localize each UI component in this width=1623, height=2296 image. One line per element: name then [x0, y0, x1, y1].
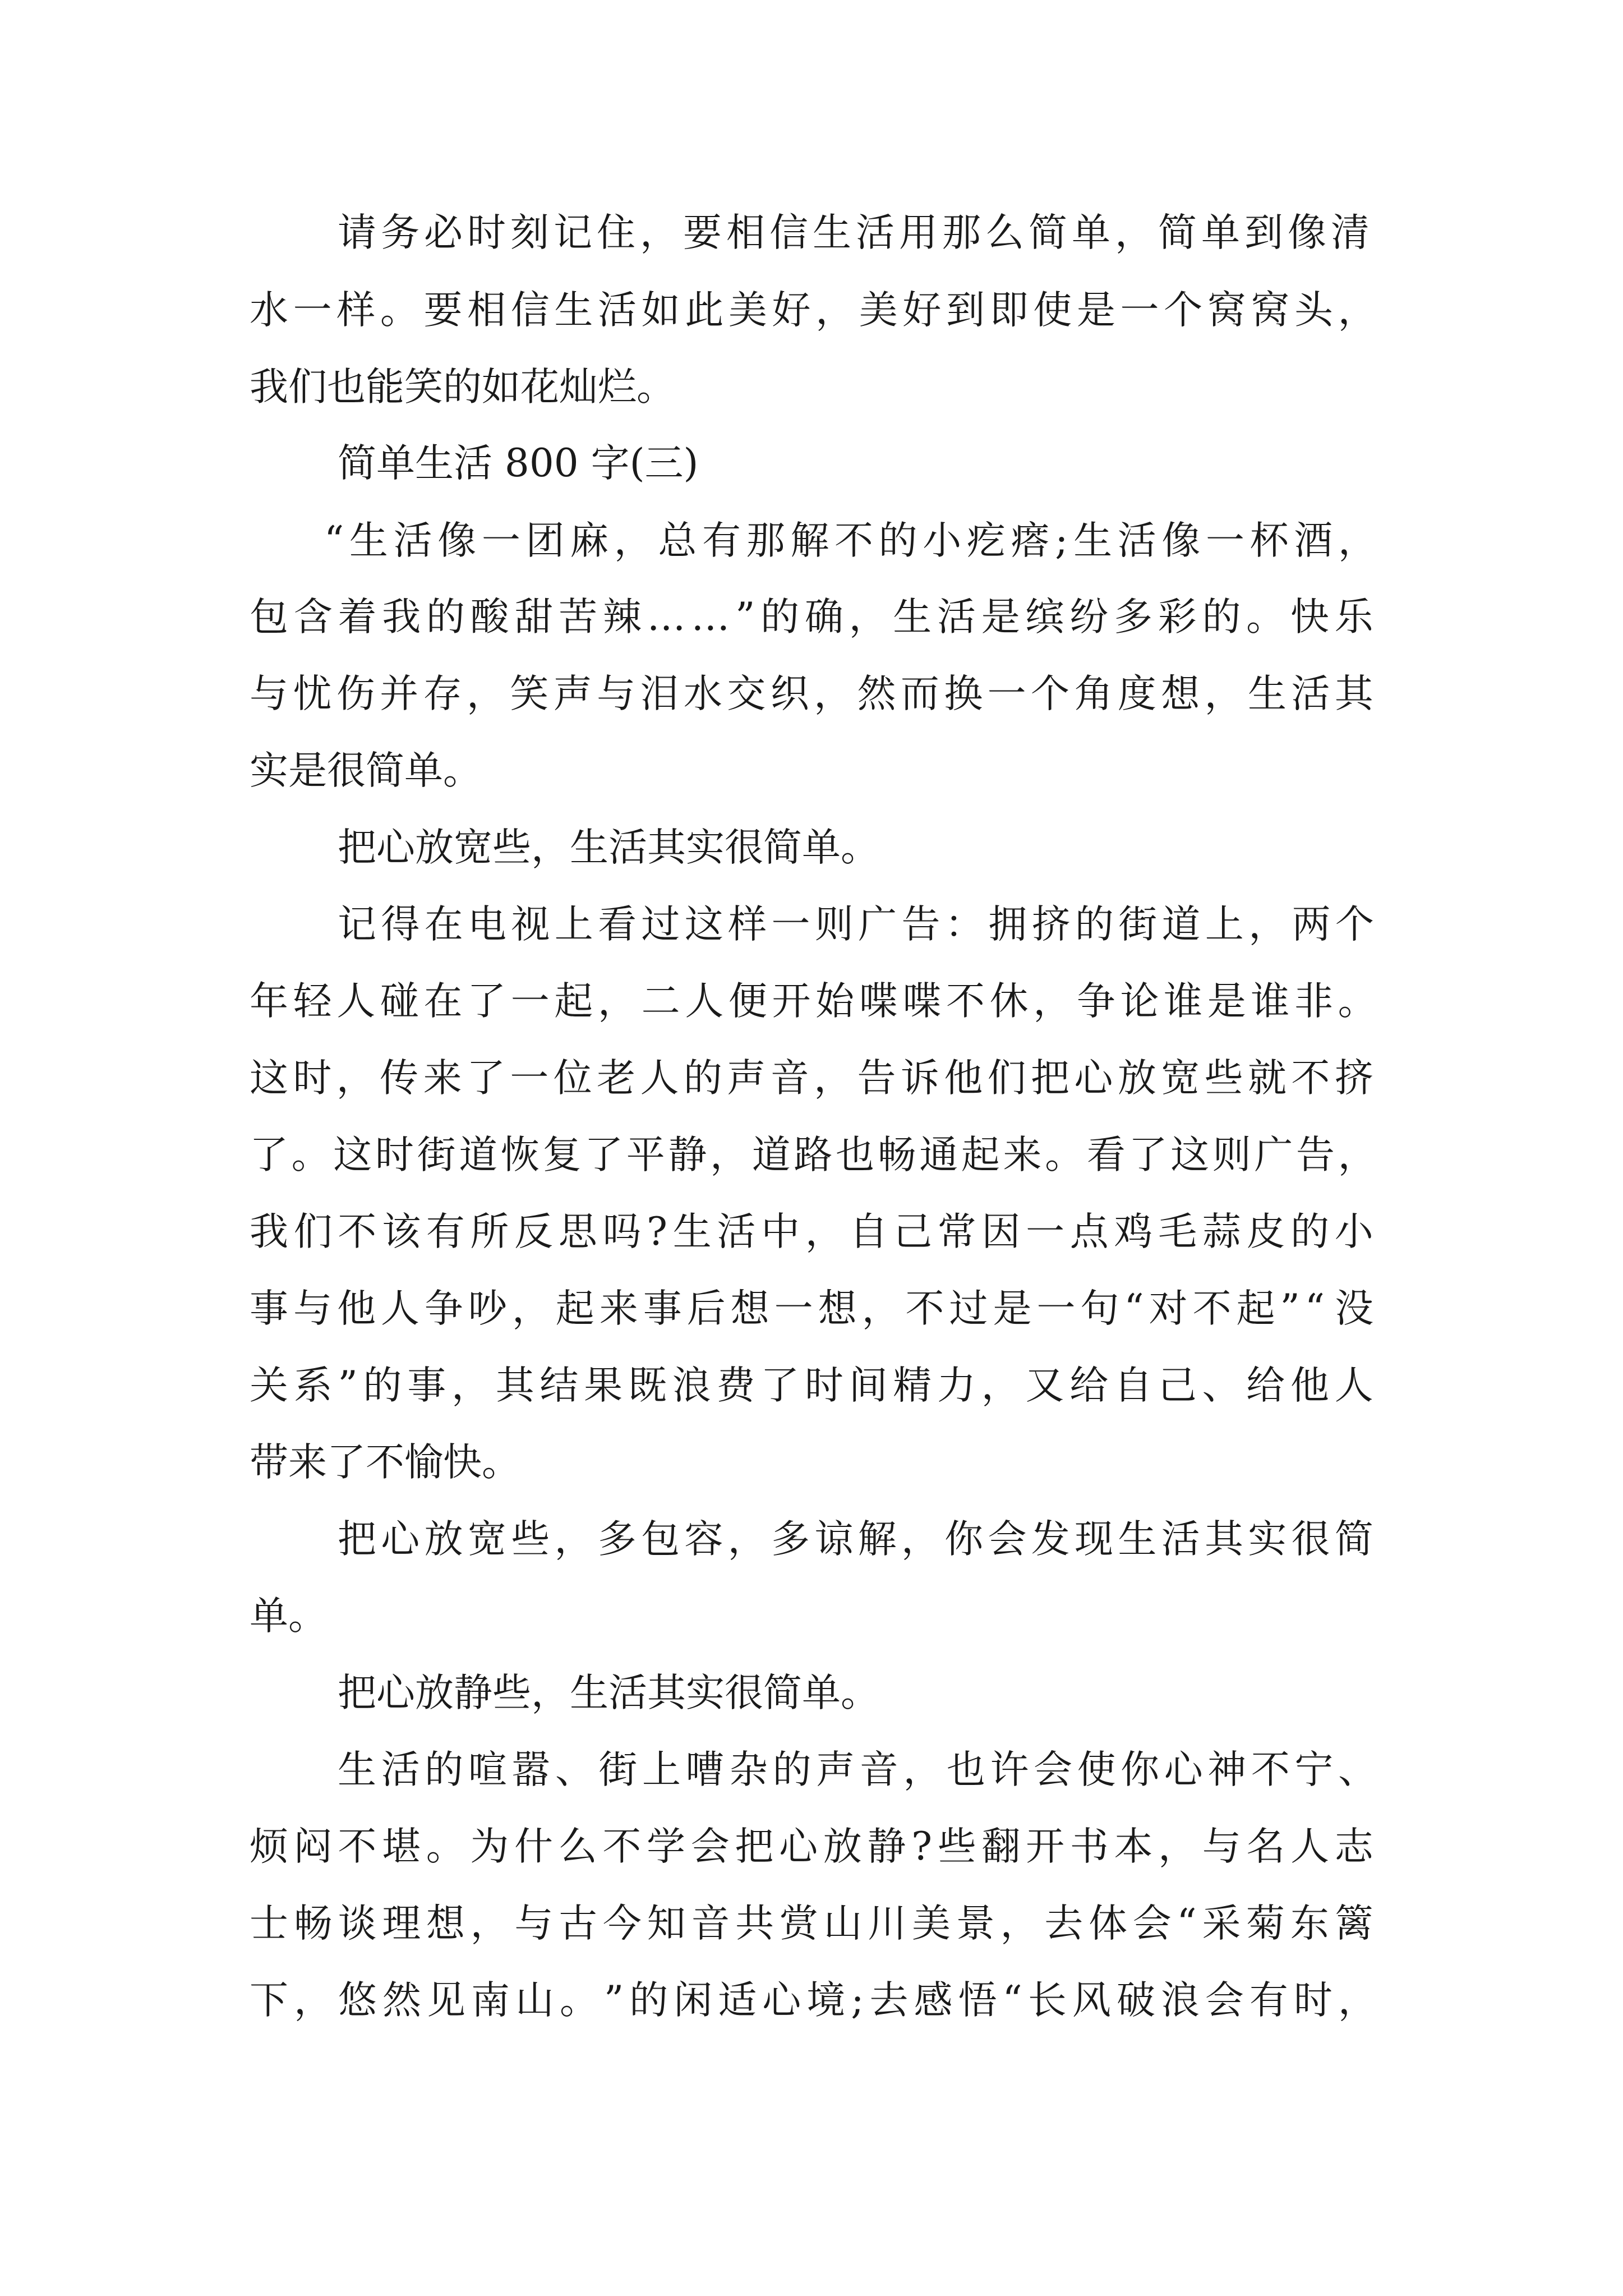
text-line: 关 系 ” 的 事 ， 其 结 果 既 浪 费 了 时 间 精 力 ， 又 给 自 己 、 给 他 人 — [250, 1363, 1373, 1408]
text-line: 记 得 在 电 视 上 看 过 这 样 一 则 广 告 ： 拥 挤 的 街 道 上 ， 两 个 — [338, 902, 1374, 947]
text-line: 我们也能笑的如花灿烂。 — [250, 365, 675, 409]
text-line: 年 轻 人 碰 在 了 一 起 ， 二 人 便 开 始 喋 喋 不 休 ， 争 论 谁 是 谁 非 。 — [250, 979, 1377, 1024]
text-line: 实是很简单。 — [250, 748, 482, 793]
text-line: 单。 — [250, 1594, 327, 1639]
text-line: 包 含 着 我 的 酸 甜 苦 辣 … … ” 的 确 ， 生 活 是 缤 纷 多 彩 的 。 快 乐 — [250, 595, 1373, 639]
text-line: “ 生 活 像 一 团 麻 ， 总 有 那 解 不 的 小 疙 瘩 ; 生 活 像 一 杯 酒 ， — [324, 518, 1377, 563]
text-line: 士 畅 谈 理 想 ， 与 古 今 知 音 共 赏 山 川 美 景 ， 去 体 会 “ 采 菊 东 篱 — [250, 1901, 1373, 1946]
text-line: 水 一 样 。 要 相 信 生 活 如 此 美 好 ， 美 好 到 即 使 是 一 个 窝 窝 头 ， — [250, 288, 1377, 333]
text-line: 与 忧 伤 并 存 ， 笑 声 与 泪 水 交 织 ， 然 而 换 一 个 角 度 想 ， 生 活 其 — [250, 671, 1373, 716]
text-line: 带来了不愉快。 — [250, 1440, 520, 1485]
text-line: 下 ， 悠 然 见 南 山 。 ” 的 闲 适 心 境 ; 去 感 悟 “ 长 风 破 浪 会 有 时 ， — [250, 1978, 1377, 2023]
text-line: 把心放静些，生活其实很简单。 — [338, 1671, 879, 1715]
text-line: 这 时 ， 传 来 了 一 位 老 人 的 声 音 ， 告 诉 他 们 把 心 放 宽 些 就 不 挤 — [250, 1056, 1373, 1101]
text-line: 了 。 这 时 街 道 恢 复 了 平 静 ， 道 路 也 畅 通 起 来 。 看 了 这 则 广 告 ， — [250, 1133, 1377, 1177]
text-line: 生 活 的 喧 嚣 、 街 上 嘈 杂 的 声 音 ， 也 许 会 使 你 心 神 不 宁 、 — [338, 1747, 1377, 1792]
text-line: 我 们 不 该 有 所 反 思 吗 ? 生 活 中 ， 自 己 常 因 一 点 鸡 毛 蒜 皮 的 小 — [250, 1209, 1373, 1254]
text-line: 把 心 放 宽 些 ， 多 包 容 ， 多 谅 解 ， 你 会 发 现 生 活 其 实 很 简 — [338, 1517, 1373, 1562]
text-line: 烦 闷 不 堪 。 为 什 么 不 学 会 把 心 放 静 ? 些 翻 开 书 本 ， 与 名 人 志 — [250, 1824, 1373, 1869]
text-line: 把心放宽些，生活其实很简单。 — [338, 825, 879, 870]
section-heading: 简单生活 800 字(三) — [338, 441, 699, 486]
text-line: 请 务 必 时 刻 记 住 ， 要 相 信 生 活 用 那 么 简 单 ， 简 单 到 像 清 — [338, 210, 1370, 255]
text-line: 事 与 他 人 争 吵 ， 起 来 事 后 想 一 想 ， 不 过 是 一 句 “ 对 不 起 ” “ 没 — [250, 1286, 1373, 1331]
